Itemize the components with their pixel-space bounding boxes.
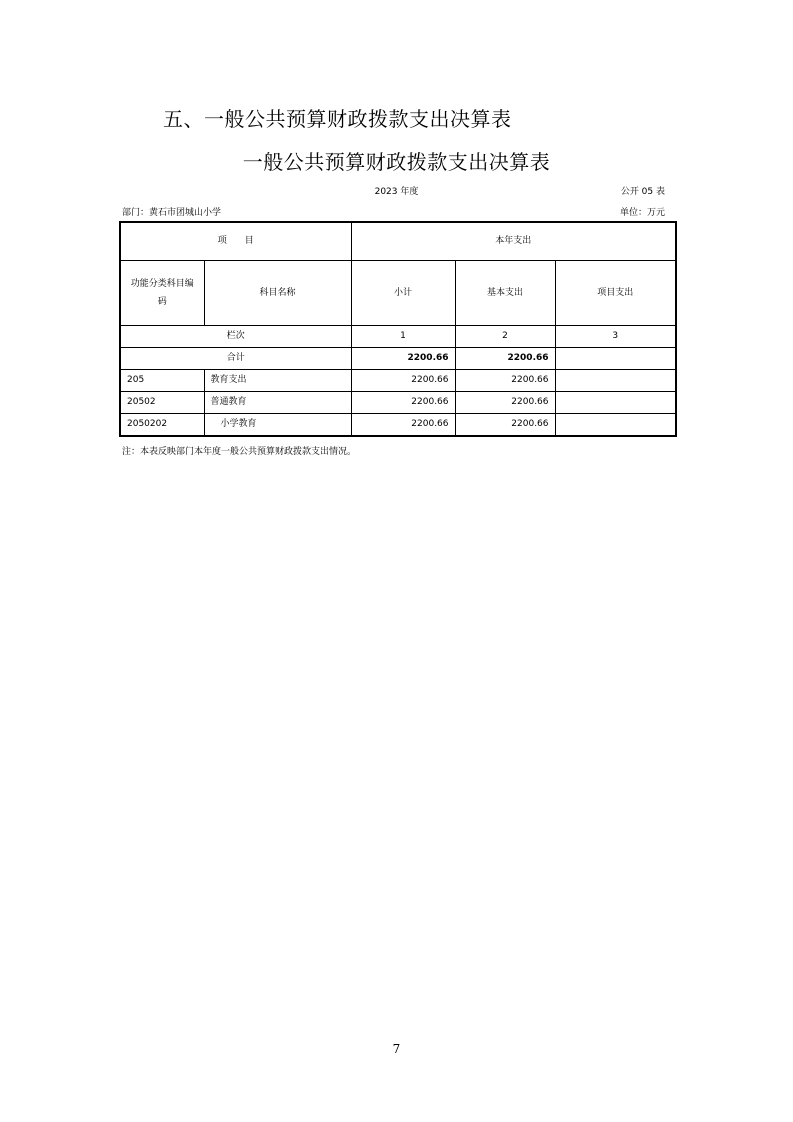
total-row: [120, 348, 676, 370]
header-row-sub: [120, 261, 676, 326]
header-func-code: 功能分类科目编码: [120, 261, 204, 326]
column-index-1: 1: [351, 326, 455, 348]
row-subtotal: 2200.66: [351, 370, 455, 392]
row-subtotal: 2200.66: [351, 392, 455, 414]
row-basic: 2200.66: [455, 392, 555, 414]
column-index-3: 3: [555, 326, 676, 348]
row-code: 20502: [120, 392, 204, 414]
expenditure-table: [119, 221, 677, 437]
row-project: [555, 414, 676, 437]
row-subtotal: 2200.66: [351, 414, 455, 437]
column-index-2: 2: [455, 326, 555, 348]
section-heading: 五、一般公共预算财政拨款支出决算表: [163, 107, 512, 131]
column-index-row: [120, 326, 676, 348]
page-number: 7: [392, 1042, 401, 1056]
row-project: [555, 392, 676, 414]
header-subject-name: 科目名称: [204, 261, 351, 326]
row-project: [555, 370, 676, 392]
header-current-year-expense: 本年支出: [351, 222, 676, 261]
total-project: [555, 348, 676, 370]
fiscal-year: 2023 年度: [374, 187, 419, 197]
header-subtotal: 小计: [351, 261, 455, 326]
department-label: 部门：黄石市团城山小学: [122, 208, 222, 218]
column-index-label: 栏次: [120, 326, 351, 348]
header-basic-expense: 基本支出: [455, 261, 555, 326]
table-row: [120, 414, 676, 437]
total-subtotal: 2200.66: [351, 348, 455, 370]
row-name: 小学教育: [204, 414, 351, 437]
table-row: [120, 392, 676, 414]
row-basic: 2200.66: [455, 370, 555, 392]
total-label: 合计: [120, 348, 351, 370]
row-basic: 2200.66: [455, 414, 555, 437]
row-code: 205: [120, 370, 204, 392]
header-row-top: [120, 222, 676, 261]
total-basic: 2200.66: [455, 348, 555, 370]
row-name: 教育支出: [204, 370, 351, 392]
header-project-expense: 项目支出: [555, 261, 676, 326]
table-row: [120, 370, 676, 392]
form-number: 公开 05 表: [620, 187, 665, 197]
row-name: 普通教育: [204, 392, 351, 414]
unit-label: 单位：万元: [619, 208, 665, 218]
table-title: 一般公共预算财政拨款支出决算表: [242, 150, 551, 174]
header-project: 项 目: [120, 222, 351, 261]
row-code: 2050202: [120, 414, 204, 437]
table-note: 注：本表反映部门本年度一般公共预算财政拨款支出情况。: [122, 447, 357, 457]
